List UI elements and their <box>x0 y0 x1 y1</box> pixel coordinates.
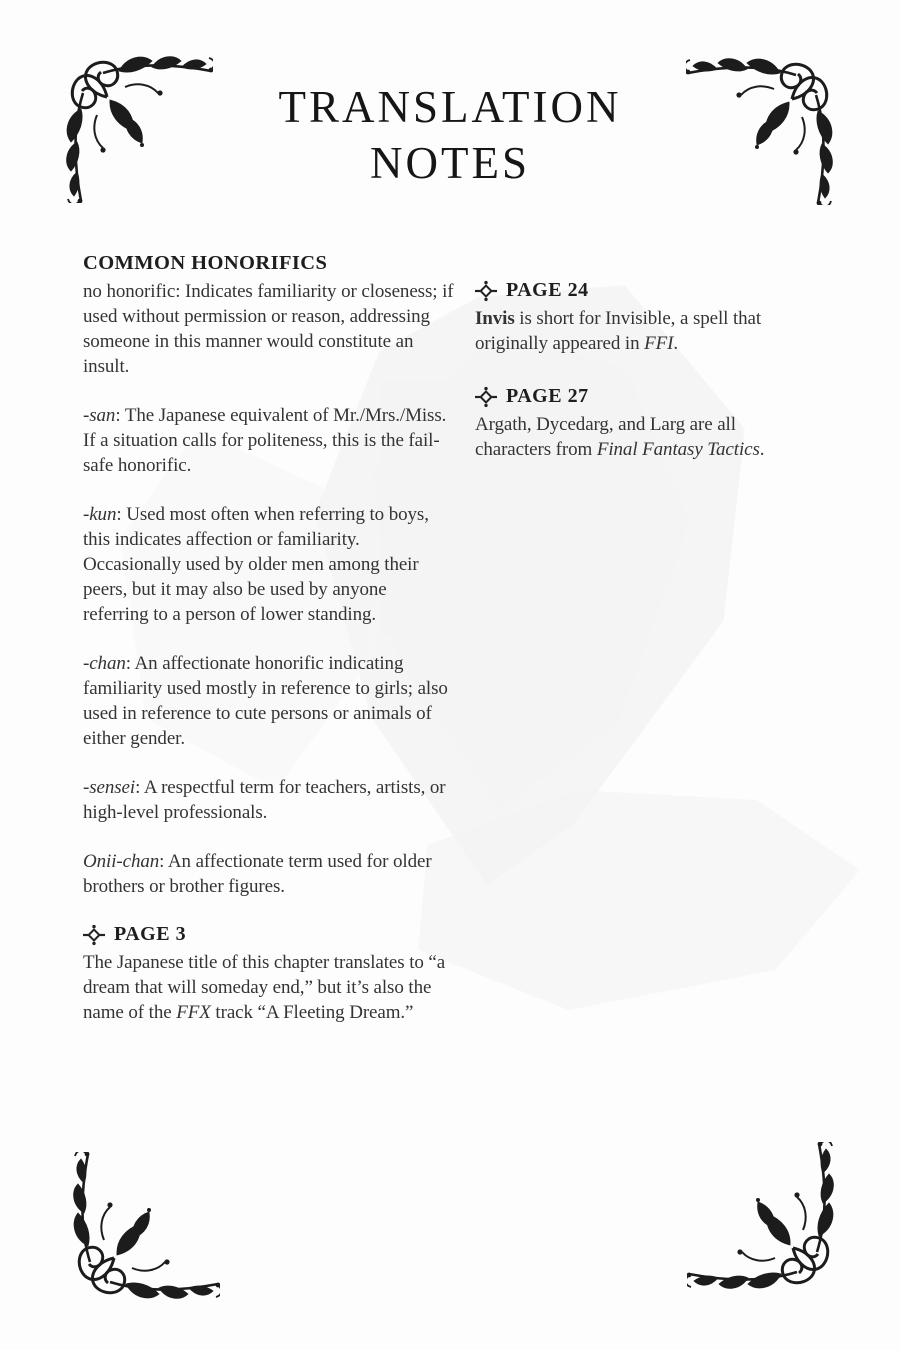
page-title <box>0 80 900 192</box>
note-text: is short for Invisible, a spell that originally appeared in <box>475 308 762 354</box>
honorific-entry-chan <box>83 651 455 751</box>
note-heading-label: PAGE 27 <box>506 385 589 407</box>
honorific-entry-san <box>83 403 455 478</box>
honorifics-heading: COMMON HONORIFICS <box>83 252 328 274</box>
note-page-27 <box>475 385 811 462</box>
honorific-text: : The Japanese equivalent of Mr./Mrs./Miss. If a situation calls for politeness, this is the fail-safe honorific. <box>83 405 447 476</box>
note-page-24 <box>475 279 811 356</box>
honorific-text: : Used most often when referring to boys, this indicates affection or familiarity. Occasionally used by older men among their peers, but it may also be used by anyone referring to a person of lower standing. <box>83 504 429 625</box>
honorific-term: -chan <box>83 653 126 674</box>
note-text: The Japanese title of this chapter translates to “a dream that will someday end,” but it’s also the name of the <box>83 952 446 1023</box>
left-column <box>83 252 455 1025</box>
right-column <box>475 279 811 462</box>
note-text-italic: Final Fantasy Tactics <box>596 439 760 460</box>
note-page-27-heading <box>475 385 811 408</box>
section-marker-icon <box>475 386 497 408</box>
note-text-italic: FFX <box>176 1002 211 1023</box>
honorific-term: no honorific <box>83 281 176 302</box>
honorific-entry-sensei <box>83 775 455 825</box>
honorific-text: : An affectionate honorific indicating familiarity used mostly in reference to girls; also used in reference to cute persons or animals of either gender. <box>83 653 448 749</box>
note-text: track “A Fleeting Dream.” <box>210 1002 414 1023</box>
corner-ornament-bottom-left-icon <box>70 1152 220 1302</box>
note-text-italic: FFI <box>644 333 674 354</box>
note-heading-label: PAGE 3 <box>114 923 187 945</box>
note-text-bold: Invis <box>475 308 515 329</box>
corner-ornament-bottom-right-icon <box>687 1142 837 1292</box>
note-page-24-body <box>475 306 811 356</box>
note-text: . <box>759 439 765 460</box>
section-marker-icon <box>475 280 497 302</box>
honorific-entry-none <box>83 279 455 379</box>
note-page-3 <box>83 923 455 1025</box>
honorific-entry-oniichan <box>83 849 455 899</box>
honorific-text: : An affectionate term used for older brothers or brother figures. <box>83 851 432 897</box>
note-text: . <box>673 333 679 354</box>
honorific-text: : A respectful term for teachers, artists, or high-level professionals. <box>83 777 446 823</box>
note-heading-label: PAGE 24 <box>506 279 589 301</box>
page-title-line2: NOTES <box>370 137 530 188</box>
note-page-3-heading <box>83 923 455 946</box>
note-page-24-heading <box>475 279 811 302</box>
honorific-term: Onii-chan <box>83 851 160 872</box>
honorific-term: -kun <box>83 504 117 525</box>
note-text: Argath, Dycedarg, and Larg are all characters from <box>475 414 736 460</box>
note-page-3-body <box>83 950 455 1025</box>
page-title-line1: TRANSLATION <box>278 82 622 132</box>
honorific-entry-kun <box>83 502 455 627</box>
honorific-term: -san <box>83 405 116 426</box>
note-page-27-body <box>475 412 811 462</box>
honorific-term: -sensei <box>83 777 136 798</box>
honorific-text: : Indicates familiarity or closeness; if used without permission or reason, addressing someone in this manner would constitute an insult. <box>83 281 454 377</box>
section-marker-icon <box>83 924 105 946</box>
